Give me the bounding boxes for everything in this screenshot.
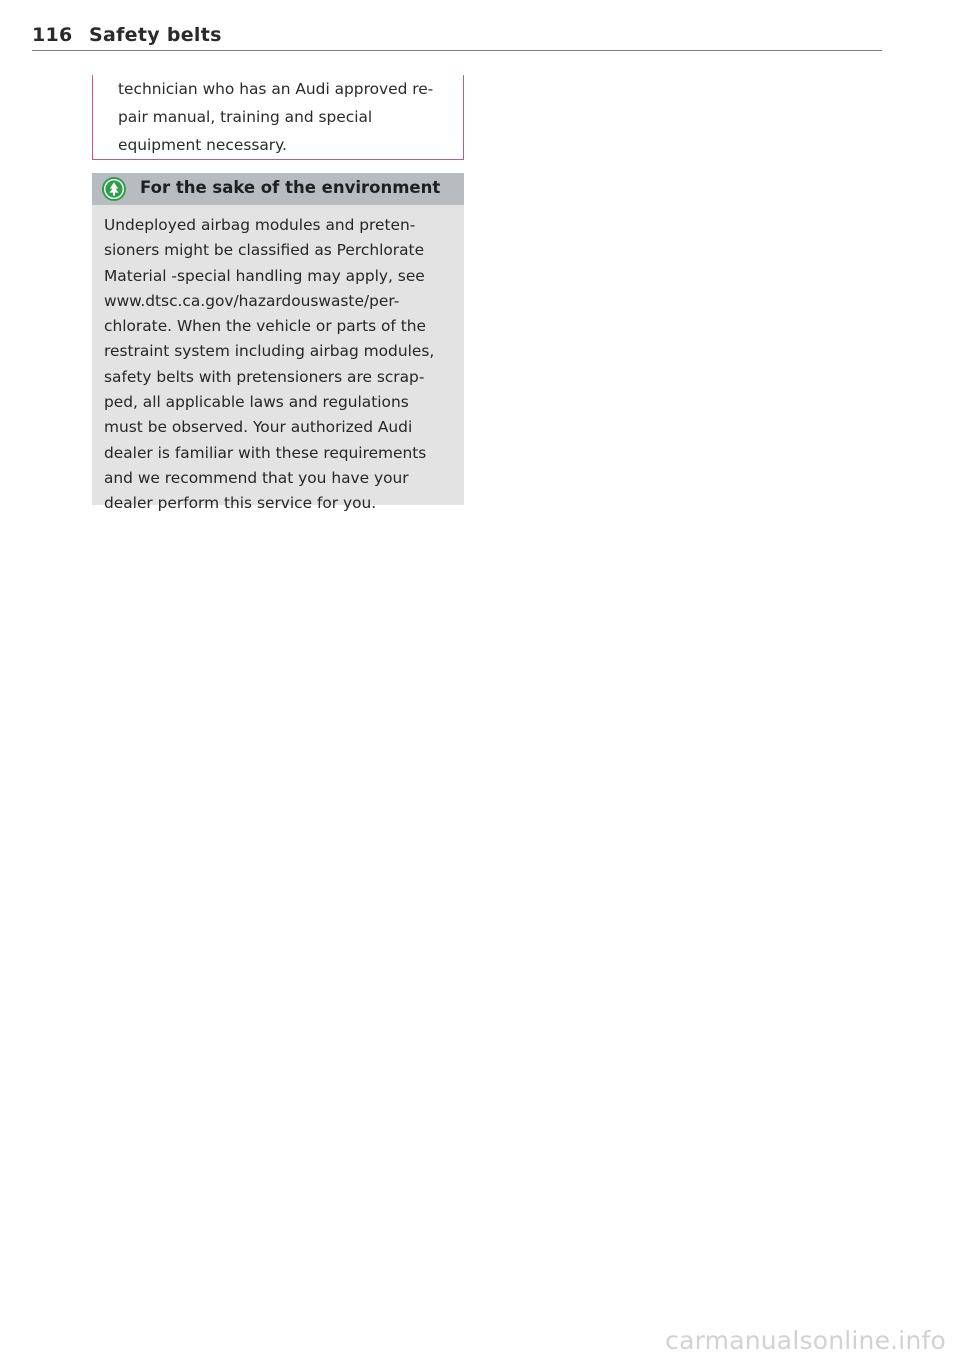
environment-note-text: Undeployed airbag modules and preten- sioners might be classified as Perchlorate Material -special handling may apply, see www.dtsc.ca.gov/hazardouswaste/per- chlorate. When the vehicle or parts of the restraint system including airbag modules, safety belts with pretensioners are scrap- ped, all applicable laws and regulations must be observed. Your authorized Audi dealer is familiar with these requirements and we recommend that you have your dealer perform this service for you. (104, 216, 435, 513)
environment-note-body (92, 205, 464, 513)
warning-continuation-text: technician who has an Audi approved re- pair manual, training and special equipment necessary. (118, 80, 434, 154)
page-header (32, 22, 882, 52)
header-rule (32, 50, 882, 51)
warning-continuation-box (92, 75, 464, 160)
tree-icon (102, 177, 126, 201)
watermark: carmanualsonline.info (665, 1326, 946, 1355)
page-number: 116 (32, 24, 73, 46)
environment-note-heading: For the sake of the environment (140, 178, 441, 197)
section-title: Safety belts (89, 24, 222, 46)
environment-note-header (92, 173, 464, 205)
